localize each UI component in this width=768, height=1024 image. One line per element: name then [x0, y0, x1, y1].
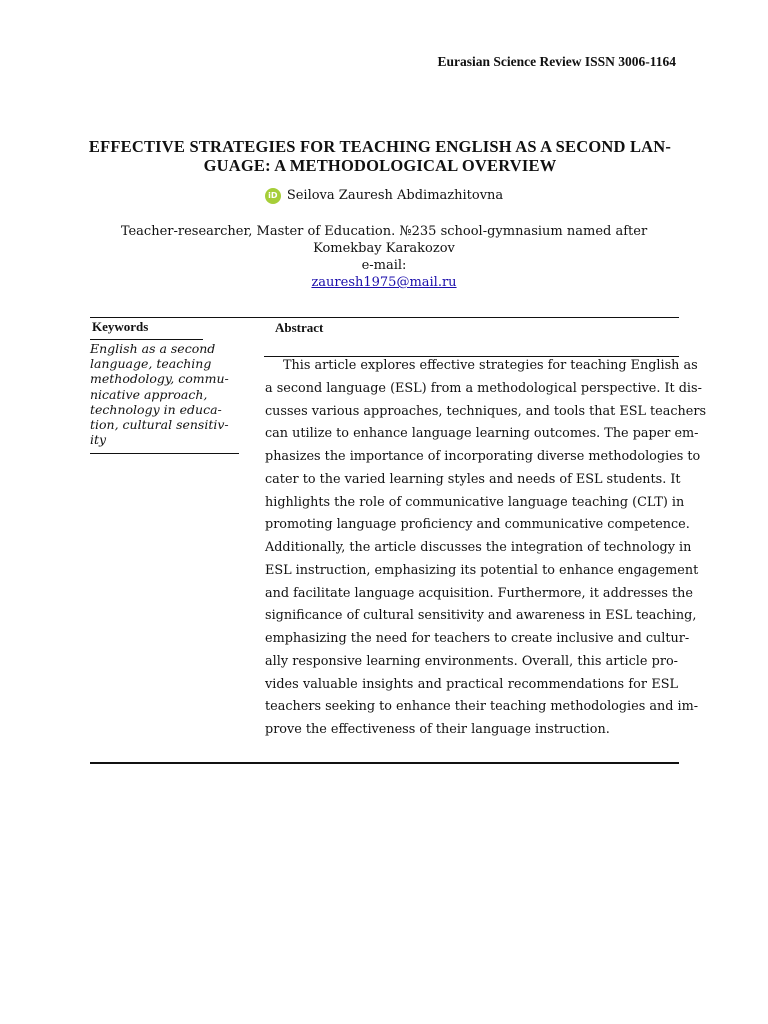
email-line: [0, 257, 768, 291]
orcid-icon[interactable]: iD: [265, 188, 281, 204]
title-line-1: EFFECTIVE STRATEGIES FOR TEACHING ENGLISH AS A SECOND LAN-: [88, 137, 672, 156]
keywords-list: [90, 341, 238, 447]
affiliation-line-2: Komekbay Karakozov: [313, 241, 455, 256]
keywords-heading-rule: [90, 339, 203, 340]
journal-header: Eurasian Science Review ISSN 3006-1164: [437, 54, 676, 69]
paper-title: [50, 137, 710, 175]
abstract-line: a second language (ESL) from a methodological perspective. It dis-: [265, 380, 702, 396]
section-top-rule: [90, 317, 679, 318]
affiliation: [0, 223, 768, 291]
email-link[interactable]: zauresh1975@mail.ru: [311, 275, 457, 290]
abstract-line: significance of cultural sensitivity and awareness in ESL teaching,: [265, 608, 697, 624]
keywords-line: ity: [90, 432, 107, 448]
keywords-heading: Keywords: [92, 319, 149, 334]
keywords-line: English as a second: [90, 341, 216, 356]
abstract-line: can utilize to enhance language learning outcomes. The paper em-: [265, 426, 699, 442]
abstract-line: cusses various approaches, techniques, and tools that ESL teachers: [265, 403, 707, 419]
abstract-line: cater to the varied learning styles and needs of ESL students. It: [265, 471, 681, 487]
affiliation-line-1: Teacher-researcher, Master of Education. №235 school-gymnasium named after: [120, 224, 648, 239]
abstract-line: highlights the role of communicative language teaching (CLT) in: [265, 494, 685, 510]
keywords-line: nicative approach,: [90, 386, 208, 402]
keywords-line: tion, cultural sensitiv-: [90, 417, 229, 433]
abstract-line: phasizes the importance of incorporating diverse methodologies to: [265, 449, 701, 464]
abstract-line: ally responsive learning environments. Overall, this article pro-: [265, 653, 678, 669]
abstract-line: teachers seeking to enhance their teaching methodologies and im-: [265, 699, 699, 715]
abstract-line: vides valuable insights and practical recommendations for ESL: [265, 676, 678, 692]
title-line-2: GUAGE: A METHODOLOGICAL OVERVIEW: [203, 156, 557, 175]
email-label: e-mail:: [361, 258, 407, 273]
keywords-bottom-rule: [90, 453, 239, 454]
keywords-line: technology in educa-: [90, 401, 222, 417]
abstract-line: prove the effectiveness of their language instruction.: [265, 722, 610, 737]
abstract-line: Additionally, the article discusses the integration of technology in: [265, 540, 692, 555]
keywords-line: language, teaching: [90, 356, 212, 372]
abstract-line: ESL instruction, emphasizing its potential to enhance engagement: [265, 562, 699, 578]
author-name: Seilova Zauresh Abdimazhitovna: [286, 188, 504, 203]
abstract-line: This article explores effective strategies for teaching English as: [283, 358, 698, 373]
abstract-line: emphasizing the need for teachers to create inclusive and cultur-: [265, 631, 690, 646]
abstract-line: promoting language proficiency and communicative competence.: [265, 517, 690, 533]
section-bottom-rule: [90, 762, 679, 764]
abstract-body: [265, 355, 707, 742]
abstract-heading: Abstract: [275, 320, 324, 335]
keywords-line: methodology, commu-: [90, 371, 229, 387]
abstract-line: and facilitate language acquisition. Furthermore, it addresses the: [265, 585, 693, 601]
author-line: [0, 188, 768, 204]
